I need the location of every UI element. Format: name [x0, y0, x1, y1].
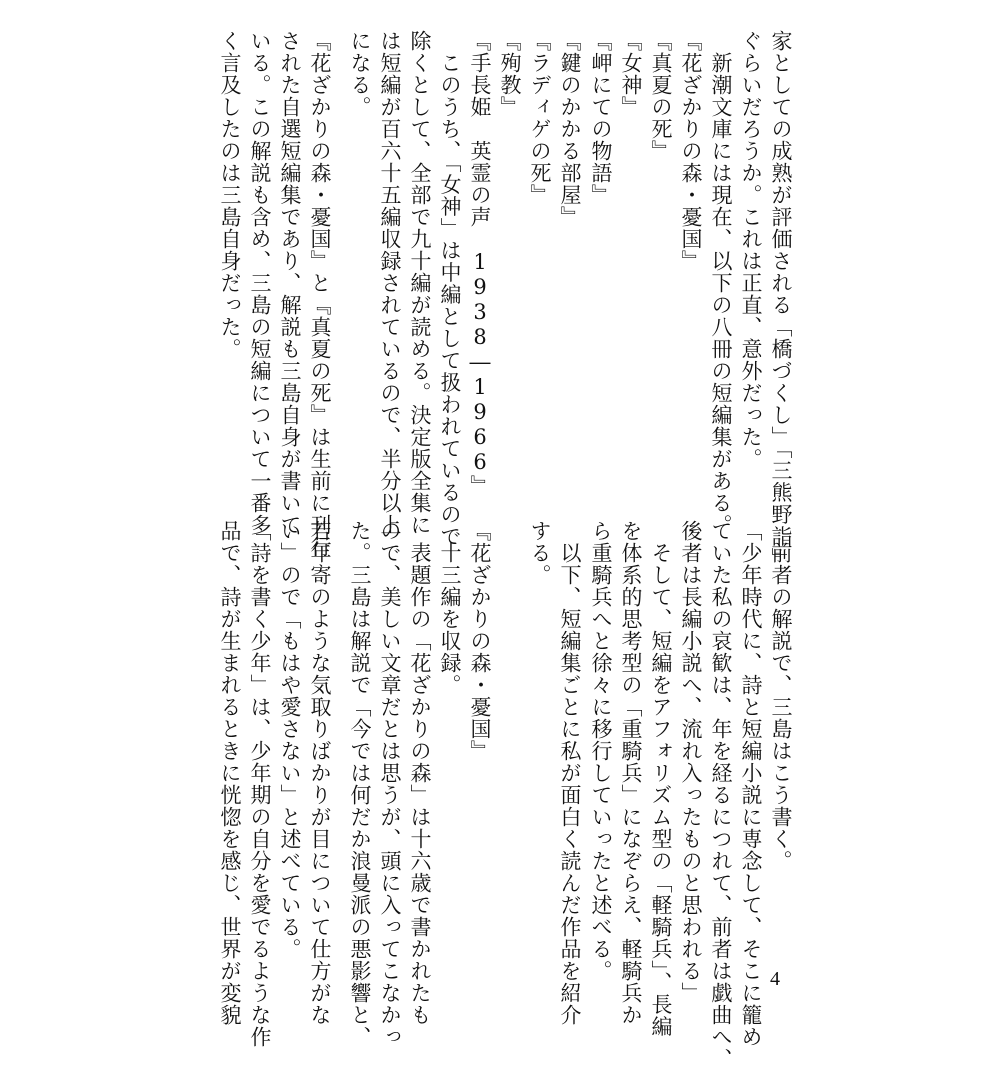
text-column: 『真夏の死』 — [649, 30, 673, 162]
text-column: になる。 — [348, 30, 372, 118]
text-column: 前者の解説で、三島はこう書く。 — [769, 520, 793, 872]
text-column: 若年寄のような気取りばかりが目について仕方がな — [308, 520, 332, 1026]
text-column: 『手長姫 英霊の声 1938―1966』 — [468, 30, 492, 497]
text-column: 新潮文庫には現在、以下の八冊の短編集がある。 — [709, 30, 733, 536]
text-column: た。三島は解説で「今では何だか浪曼派の悪影響と、 — [348, 520, 372, 1048]
text-column: い」ので「もはや愛さない」と述べている。 — [278, 520, 302, 960]
text-column: 『花ざかりの森・憂国』と『真夏の死』は生前に刊行 — [308, 30, 332, 558]
text-column: 以下、短編集ごとに私が面白く読んだ作品を紹介 — [558, 520, 582, 1026]
text-column: 『鍵のかかる部屋』 — [558, 30, 582, 228]
text-column: 「少年時代に、詩と短編小説に専念して、そこに籠め — [739, 520, 763, 1048]
text-column: 『女神』 — [619, 30, 643, 118]
text-column: そして、短編をアフォリズム型の「軽騎兵」、長編 — [649, 520, 673, 1038]
text-column: を体系的思考型の「重騎兵」になぞらえ、軽騎兵か — [619, 520, 643, 1026]
text-column: 家としての成熟が評価される「橋づくし」「三熊野詣」 — [769, 30, 793, 570]
text-column: 除くとして、全部で九十編が読める。決定版全集に — [408, 30, 432, 536]
text-column: する。 — [528, 520, 552, 586]
text-column: された自選短編集であり、解説も三島自身が書いて — [278, 30, 302, 536]
text-column: く言及したのは三島自身だった。 — [218, 30, 242, 360]
text-column: 品で、詩が生まれるときに恍惚を感じ、世界が変貌 — [218, 520, 242, 1026]
text-column: いる。この解説も含め、三島の短編について一番多 — [248, 30, 272, 536]
text-column: 『ラディゲの死』 — [528, 30, 552, 206]
text-column: 「詩を書く少年」は、少年期の自分を愛でるような作 — [248, 520, 272, 1048]
text-column: ていた私の哀歓は、年を経るにつれて、前者は戯曲へ、 — [709, 520, 733, 1070]
text-column: ぐらいだろうか。これは正直、意外だった。 — [739, 30, 763, 470]
text-column: 後者は長編小説へ、流れ入ったものと思われる」 — [679, 520, 703, 1004]
page-number: 4 — [770, 968, 780, 990]
text-column: 十三編を収録。 — [438, 520, 462, 696]
text-column: ので、美しい文章だとは思うが、頭に入ってこなかっ — [378, 520, 402, 1048]
text-column: 『殉教』 — [498, 30, 522, 118]
text-column: 『岬にての物語』 — [589, 30, 613, 206]
text-column: は短編が百六十五編収録されているので、半分以上 — [378, 30, 402, 536]
text-column: ら重騎兵へと徐々に移行していったと述べる。 — [589, 520, 613, 982]
text-column: 『花ざかりの森・憂国』 — [679, 30, 703, 272]
text-column: このうち、「女神」は中編として扱われているので — [438, 30, 462, 548]
section-heading: 『花ざかりの森・憂国』 — [468, 520, 492, 762]
text-column: 表題作の「花ざかりの森」は十六歳で書かれたも — [408, 520, 432, 1026]
